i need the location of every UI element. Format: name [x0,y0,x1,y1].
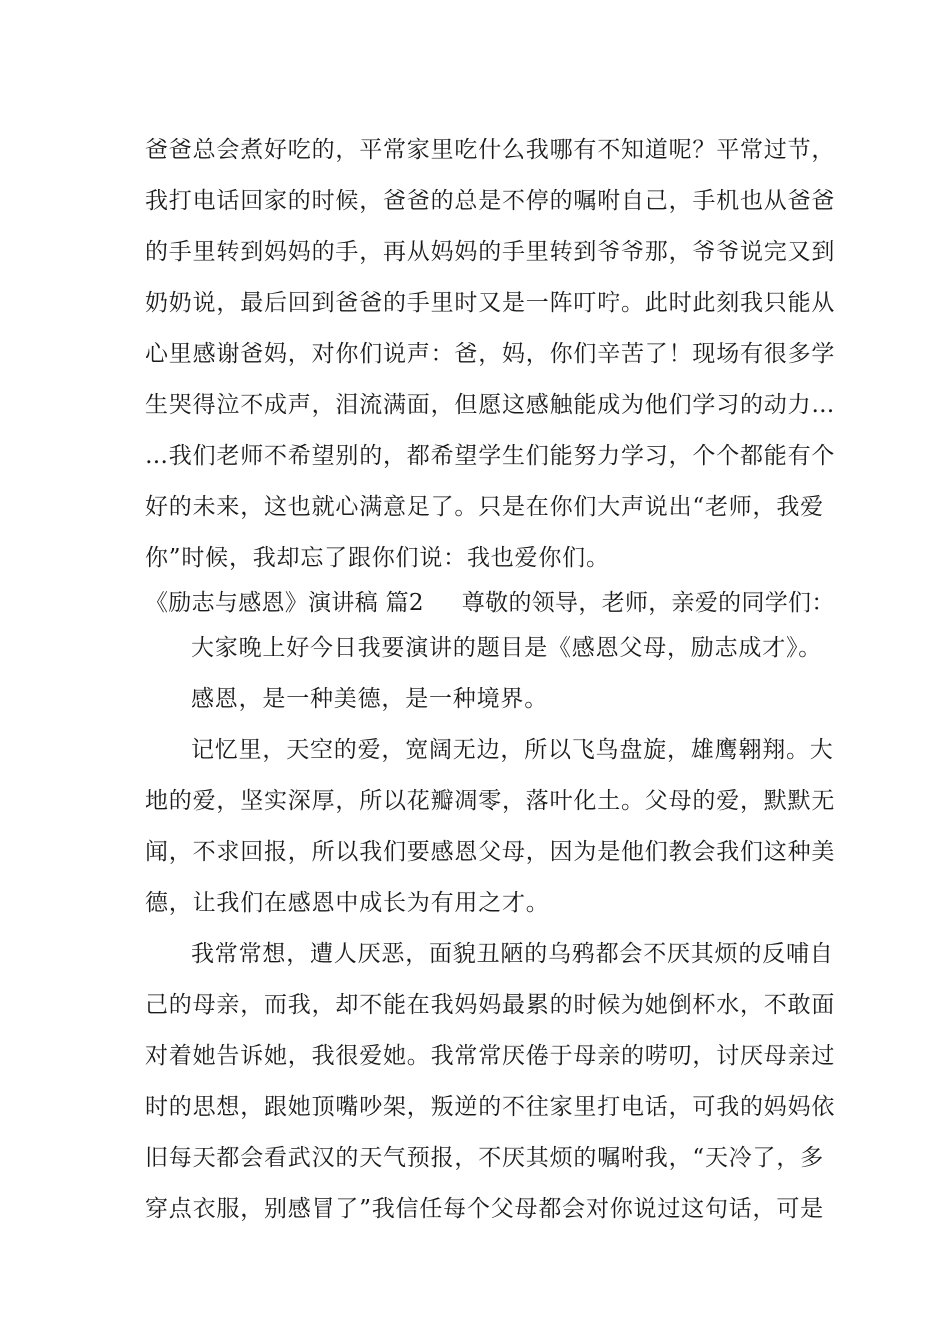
text-line: 爸爸总会煮好吃的，平常家里吃什么我哪有不知道呢？平常过节， [145,137,836,163]
text-line: 奶奶说，最后回到爸爸的手里时又是一阵叮咛。此时此刻我只能从 [145,290,836,316]
speech-title: 《励志与感恩》演讲稿 篇2 [145,590,424,616]
paragraph-line: 记忆里，天空的爱，宽阔无边，所以飞鸟盘旋，雄鹰翱翔。大 [191,737,834,763]
paragraph-line: 德，让我们在感恩中成长为有用之才。 [145,890,550,916]
paragraph-line: 大家晚上好今日我要演讲的题目是《感恩父母，励志成才》。 [191,635,823,661]
text-line: 心里感谢爸妈，对你们说声：爸，妈，你们辛苦了！现场有很多学 [145,341,836,367]
paragraph-line: 我常常想，遭人厌恶，面貌丑陋的乌鸦都会不厌其烦的反哺自 [191,941,834,967]
text-line: 我打电话回家的时候，爸爸的总是不停的嘱咐自己，手机也从爸爸 [145,188,836,214]
paragraph-line: 己的母亲，而我，却不能在我妈妈最累的时候为她倒杯水，不敢面 [145,992,836,1018]
paragraph-line: 感恩，是一种美德，是一种境界。 [191,686,548,712]
text-line: …我们老师不希望别的，都希望学生们能努力学习，个个都能有个 [145,443,836,469]
paragraph-line: 对着她告诉她，我很爱她。我常常厌倦于母亲的唠叨，讨厌母亲过 [145,1043,836,1069]
paragraph-line: 地的爱，坚实深厚，所以花瓣凋零，落叶化土。父母的爱，默默无 [145,788,836,814]
text-line: 好的未来，这也就心满意足了。只是在你们大声说出“老师，我爱 [145,494,824,520]
text-line: 你”时候，我却忘了跟你们说：我也爱你们。 [145,545,610,571]
greeting: 尊敬的领导，老师，亲爱的同学们： [461,590,835,616]
paragraph-line: 闻，不求回报，所以我们要感恩父母，因为是他们教会我们这种美 [145,839,836,865]
paragraph-line: 穿点衣服，别感冒了”我信任每个父母都会对你说过这句话，可是 [145,1196,824,1222]
text-line: 的手里转到妈妈的手，再从妈妈的手里转到爷爷那，爷爷说完又到 [145,239,836,265]
section-heading [145,588,835,618]
paragraph-line: 旧每天都会看武汉的天气预报，不厌其烦的嘱咐我，“天冷了，多 [145,1145,824,1171]
paragraph-line: 时的思想，跟她顶嘴吵架，叛逆的不往家里打电话，可我的妈妈依 [145,1094,836,1120]
text-line: 生哭得泣不成声，泪流满面，但愿这感触能成为他们学习的动力… [145,392,836,418]
